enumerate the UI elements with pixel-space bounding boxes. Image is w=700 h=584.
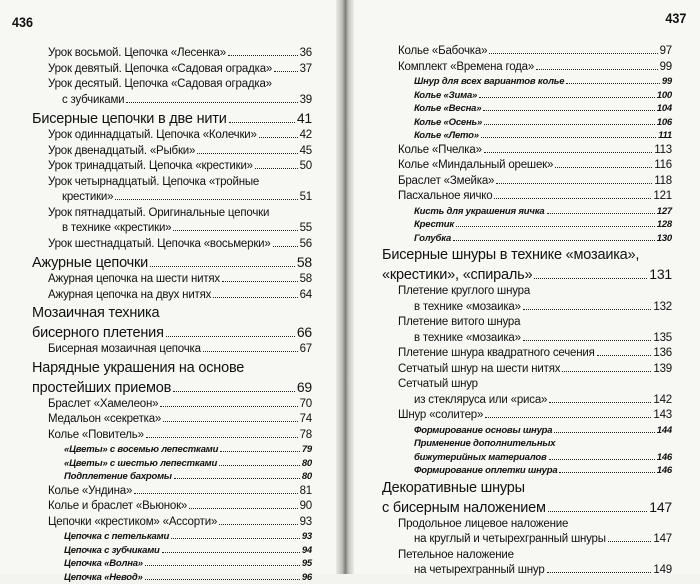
toc-entry-page: 136 [653,346,672,362]
toc-entry [382,377,672,393]
dot-leader [219,517,297,524]
dot-leader [534,270,647,279]
toc-entry-page: 116 [654,158,672,174]
toc-entry-title: бижутерийных материалов [414,451,547,465]
toc-entry-title: Плетение шнура квадратного сечения [398,346,595,362]
toc-entry [382,393,672,409]
toc-entry-title: Колье «Весна» [414,102,481,116]
dot-leader [203,345,298,352]
toc-entry-title: «Цветы» с восемью лепестками [64,443,218,457]
dot-leader [274,64,297,71]
toc-entry-title: «Цветы» с шестью лепестками [64,457,217,471]
dot-leader [555,161,652,168]
dot-leader [126,95,297,102]
dot-leader [566,78,660,84]
toc-entry-title: Урок тринадцатый. Цепочка «крестики» [48,159,253,175]
toc-entry [32,499,312,515]
toc-entry [32,190,312,206]
toc-entry-title: Декоративные шнуры [382,479,525,497]
dot-leader [559,467,654,473]
dot-leader [160,399,297,406]
toc-entry [32,144,312,160]
toc-entry [382,116,672,130]
toc-entry-page: 131 [649,265,672,283]
toc-entry-page: 56 [300,237,312,253]
toc-entry-title: Продольное лицевое наложение [398,517,568,533]
toc-entry-page: 113 [654,143,672,159]
toc-entry [382,464,672,478]
toc-entry-page: 93 [302,530,312,544]
toc-entry [382,548,672,564]
toc-entry [382,44,672,60]
toc-entry-title: Урок девятый. Цепочка «Садовая оградка» [48,62,272,78]
toc-entry [382,102,672,116]
dot-leader [456,221,655,227]
toc-entry-title: Плетение витого шнура [398,315,520,331]
toc-entry-page: 51 [300,190,312,206]
toc-entry-page: 143 [653,408,672,424]
toc-entry [382,129,672,143]
toc-entry [382,563,672,579]
toc-entry-page: 146 [657,451,672,465]
toc-entry-title: из стекляруса или «риса» [414,393,547,409]
toc-entry [382,143,672,159]
toc-entry-title: в технике «крестики» [62,221,171,237]
toc-entry-page: 41 [297,109,312,127]
toc-entry-title: Урок двенадцатый. «Рыбки» [48,144,195,160]
toc-entry [382,189,672,205]
toc-entry [382,437,672,451]
toc-entry-page: 79 [302,443,312,457]
toc-entry-title: Ажурная цепочка на двух нитях [48,288,211,304]
toc-entry-title: Колье «Миндальный орешек» [398,158,553,174]
toc-entry-page: 74 [300,412,312,428]
toc-entry-title: Колье «Пчелка» [398,143,482,159]
dot-leader [549,395,651,402]
toc-entry [32,470,312,484]
toc-entry-page: 106 [657,116,672,130]
toc-entry [382,174,672,190]
toc-entry-title: на четырехгранный шнур [414,563,545,579]
dot-leader [483,105,654,111]
toc-entry-title: Формирование основы шнура [414,424,552,438]
dot-leader [523,302,652,309]
toc-entry [32,428,312,444]
toc-entry-title: Урок четырнадцатый. Цепочка «тройные [48,175,259,191]
toc-entry [32,272,312,288]
toc-entry-title: Голубка [414,232,451,246]
dot-leader [453,234,655,240]
toc-entry [32,237,312,253]
toc-entry-title: Браслет «Змейка» [398,174,494,190]
toc-entry-title: с зубчиками [62,93,124,109]
toc-entry-title: Колье «Осень» [414,116,482,130]
dot-leader [523,333,652,340]
dot-leader [145,573,300,579]
toc-entry [32,109,312,128]
toc-entry [382,451,672,465]
toc-entry-title: Шнур «солитер» [398,408,483,424]
toc-entry-title: Бисерная мозаичная цепочка [48,342,201,358]
dot-leader [485,411,651,418]
toc-entry-page: 50 [300,159,312,175]
dot-leader [481,132,656,138]
toc-entry-page: 67 [300,342,312,358]
toc-entry-page: 70 [300,397,312,413]
toc-list-right [382,44,672,579]
dot-leader [222,275,298,282]
toc-entry-page: 36 [300,46,312,62]
toc-entry-page: 66 [297,323,312,341]
toc-entry [382,479,672,497]
toc-entry-page: 135 [653,331,672,347]
toc-entry [32,221,312,237]
toc-entry [382,408,672,424]
toc-entry-page: 147 [649,498,672,516]
toc-entry [32,323,312,342]
toc-entry [32,62,312,78]
toc-entry [32,515,312,531]
toc-entry-page: 45 [300,144,312,160]
toc-entry [382,300,672,316]
toc-entry-title: Плетение круглого шнура [398,284,530,300]
dot-leader [146,430,298,437]
dot-leader [145,560,300,566]
toc-entry-page: 99 [660,60,672,76]
dot-leader [547,566,652,573]
toc-entry-page: 142 [653,393,672,409]
toc-entry-page: 39 [300,93,312,109]
dot-leader [189,502,297,509]
toc-entry-page: 97 [660,44,672,60]
right-page [348,0,700,574]
toc-entry-page: 78 [300,428,312,444]
toc-entry-page: 96 [302,571,312,584]
toc-entry-page: 100 [657,89,672,103]
dot-leader [166,328,295,337]
toc-entry [32,457,312,471]
dot-leader [484,118,655,124]
toc-entry [32,342,312,358]
toc-entry [382,331,672,347]
dot-leader [549,453,655,459]
toc-entry-title: Колье «Ундина» [48,484,132,500]
toc-entry-page: 139 [653,362,672,378]
toc-entry [32,412,312,428]
toc-entry [382,315,672,331]
dot-leader [213,290,297,297]
toc-entry-page: 58 [300,272,312,288]
toc-entry-title: Цепочка с зубчиками [64,544,160,558]
toc-entry-title: Урок десятый. Цепочка «Садовая оградка» [48,77,272,93]
dot-leader [547,207,655,213]
toc-entry [32,571,312,584]
toc-entry-title: Бисерные цепочки в две нити [32,110,227,128]
toc-entry-title: Сетчатый шнур на шести нитях [398,362,560,378]
toc-entry-page: 121 [653,189,672,205]
toc-entry-title: Подплетение бахромы [64,470,172,484]
toc-entry-page: 58 [297,253,312,271]
toc-entry-title: крестики» [62,190,113,206]
toc-entry-title: Применение дополнительных [414,437,555,451]
toc-entry-page: 69 [297,378,312,396]
toc-entry-title: бисерного плетения [32,324,164,342]
dot-leader [174,473,300,479]
toc-list-left [32,46,312,584]
toc-entry [32,159,312,175]
toc-entry-title: Колье «Повитель» [48,428,144,444]
toc-entry-page: 144 [657,424,672,438]
toc-entry-page: 42 [300,128,312,144]
dot-leader [496,176,652,183]
toc-entry-page: 111 [658,129,672,143]
toc-entry-page: 80 [302,457,312,471]
toc-entry [382,362,672,378]
toc-entry-title: Цепочки «крестиком» «Ассорти» [48,515,217,531]
toc-entry-title: Бисерные шнуры в технике «мозаика», [382,246,639,264]
toc-entry [32,557,312,571]
dot-leader [134,486,297,493]
toc-entry [382,205,672,219]
toc-entry-page: 64 [300,288,312,304]
toc-entry-title: простейших приемов [32,379,171,397]
toc-entry-page: 37 [300,62,312,78]
toc-entry-page: 147 [653,532,672,548]
toc-entry-page: 90 [300,499,312,515]
dot-leader [554,426,654,432]
dot-leader [220,446,300,452]
page-number-right: 437 [665,10,686,26]
toc-entry [32,304,312,322]
dot-leader [484,145,652,152]
toc-entry-title: Урок одиннадцатый. Цепочка «Колечки» [48,128,257,144]
toc-entry [382,158,672,174]
toc-entry-title: Урок восьмой. Цепочка «Лесенка» [48,46,226,62]
dot-leader [173,383,295,392]
toc-entry-title: Браслет «Хамелеон» [48,397,158,413]
toc-entry-title: Комплект «Времена года» [398,60,534,76]
dot-leader [229,114,295,123]
toc-entry-page: 146 [657,464,672,478]
toc-entry-title: Нарядные украшения на основе [32,359,244,377]
toc-entry-title: Медальон «секретка» [48,412,161,428]
toc-entry [382,346,672,362]
dot-leader [259,131,298,138]
dot-leader [171,533,300,539]
toc-entry [382,89,672,103]
toc-entry [32,378,312,397]
toc-entry-title: Колье «Лето» [414,129,479,143]
toc-entry-page: 130 [657,232,672,246]
toc-entry [32,175,312,191]
toc-entry-page: 81 [300,484,312,500]
toc-entry-page: 93 [300,515,312,531]
toc-entry-title: Цепочка с петельками [64,530,169,544]
toc-entry-title: Цепочка «Невод» [64,571,143,584]
toc-entry-page: 132 [653,300,672,316]
toc-entry [32,46,312,62]
toc-entry [382,498,672,517]
dot-leader [163,415,297,422]
toc-entry-title: Цепочка «Волна» [64,557,143,571]
toc-entry [382,232,672,246]
toc-entry [32,443,312,457]
toc-entry [382,424,672,438]
toc-entry [382,284,672,300]
dot-leader [536,62,658,69]
dot-leader [489,47,657,54]
toc-entry-title: Колье «Зима» [414,89,477,103]
toc-entry-title: в технике «мозаика» [414,331,521,347]
toc-entry-title: с бисерным наложением [382,499,546,517]
toc-entry-page: 104 [657,102,672,116]
toc-entry-title: Колье и браслет «Вьюнок» [48,499,187,515]
page-number-left: 436 [12,14,33,30]
toc-entry [382,246,672,264]
toc-entry [382,517,672,533]
toc-entry-title: Крестик [414,218,454,232]
dot-leader [162,546,300,552]
toc-entry-title: Урок шестнадцатый. Цепочка «восьмерки» [48,237,271,253]
dot-leader [197,146,297,153]
toc-entry-title: Шнур для всех вариантов колье [414,75,564,89]
dot-leader [150,258,295,267]
toc-entry-page: 95 [302,557,312,571]
toc-entry-title: Пасхальное яичко [398,189,492,205]
dot-leader [173,224,297,231]
toc-entry-page: 118 [654,174,672,190]
toc-entry-page: 99 [662,75,672,89]
dot-leader [255,162,298,169]
dot-leader [219,459,300,465]
toc-entry-title: Мозаичная техника [32,304,159,322]
left-page [0,0,344,574]
book-gutter [336,0,354,574]
toc-entry [382,532,672,548]
toc-entry-page: 128 [657,218,672,232]
toc-entry-title: Кисть для украшения яичка [414,205,545,219]
dot-leader [608,535,652,542]
dot-leader [494,192,651,199]
dot-leader [597,349,652,356]
dot-leader [479,91,655,97]
toc-entry [32,544,312,558]
dot-leader [115,193,297,200]
toc-entry-title: в технике «мозаика» [414,300,521,316]
toc-entry-title: Колье «Бабочка» [398,44,487,60]
toc-entry-title: Ажурные цепочки [32,254,148,272]
toc-entry [32,359,312,377]
toc-entry-page: 94 [302,544,312,558]
dot-leader [562,364,651,371]
toc-entry-title: на круглый и четырехгранный шнуры [414,532,606,548]
toc-entry-title: Ажурная цепочка на шести нитях [48,272,220,288]
toc-entry-page: 80 [302,470,312,484]
toc-entry [382,218,672,232]
toc-entry-page: 127 [657,205,672,219]
toc-entry-title: Сетчатый шнур [398,377,478,393]
toc-entry [32,77,312,93]
dot-leader [228,49,298,56]
toc-entry [32,288,312,304]
toc-entry [32,484,312,500]
toc-entry [32,253,312,272]
toc-entry [382,75,672,89]
toc-entry [382,265,672,284]
toc-entry [32,206,312,222]
toc-entry-page: 55 [300,221,312,237]
toc-entry [32,397,312,413]
toc-entry [32,93,312,109]
toc-entry-title: «крестики», «спираль» [382,266,532,284]
toc-entry [32,530,312,544]
toc-entry-page: 149 [653,563,672,579]
dot-leader [548,503,647,512]
toc-entry [382,60,672,76]
toc-entry-title: Петельное наложение [398,548,514,564]
toc-entry-title: Формирование оплетки шнура [414,464,557,478]
toc-entry [32,128,312,144]
dot-leader [273,239,298,246]
toc-entry-title: Урок пятнадцатый. Оригинальные цепочки [48,206,269,222]
